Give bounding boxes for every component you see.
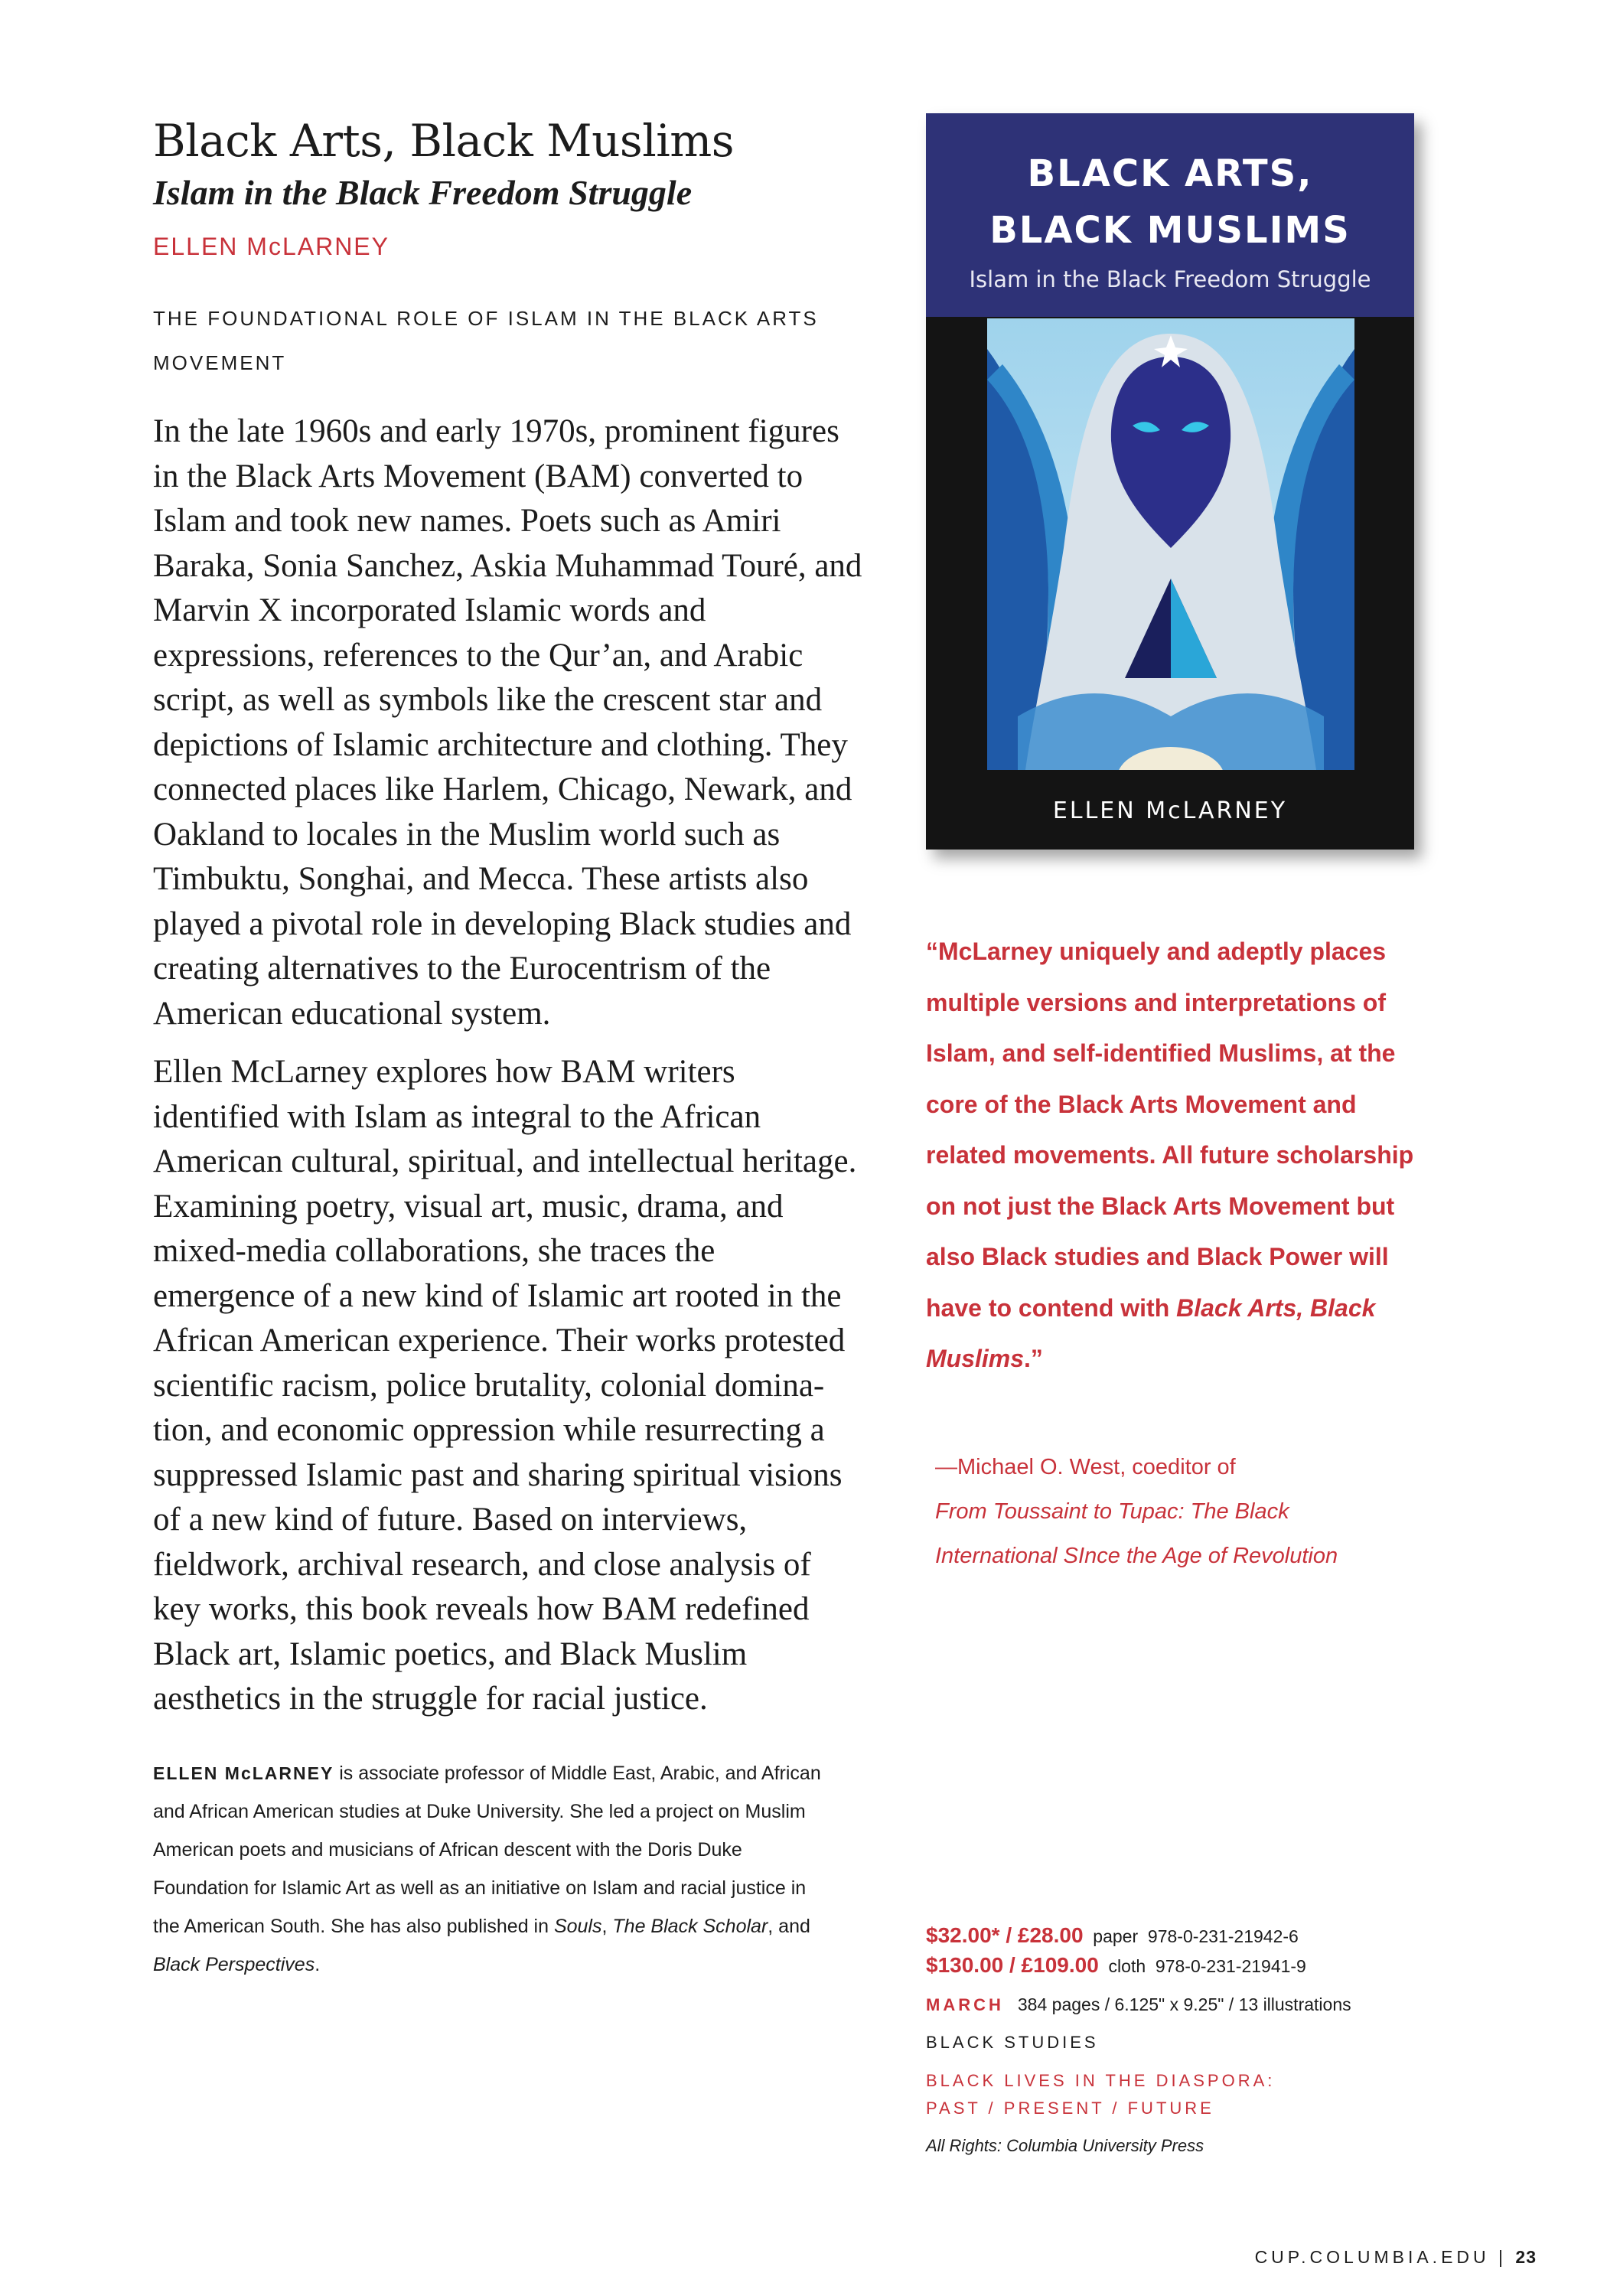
bio-name: ELLEN McLARNEY — [153, 1763, 334, 1783]
cover-title-line: BLACK MUSLIMS — [989, 209, 1351, 252]
cloth-price: $130.00 / £109.00 — [926, 1953, 1099, 1977]
description-paragraph: Ellen McLarney explores how BAM writers identified with Islam as integral to the African American cultural, spiritual, and intellectual heritage. Examining poetry, visual art, music, drama, and mixed-media collaborations, she traces the emergence of a new kind of Islamic art rooted in the African American experience. Their works protested scientific racism, police brutality, colonial domina-tion, and economic oppression while resurrecting a suppressed Islamic past and sharing spiritual visions of a new kind of future. Based on interviews, fieldwork, archival research, and close analysis of key works, this book reveals how BAM redefined Black art, Islamic poetics, and Black Muslim aesthetics in the struggle for racial justice. — [153, 1054, 857, 1717]
quote-book-title: Black Arts, Black Muslims — [926, 1293, 1376, 1372]
bio-publication: Black Perspectives — [153, 1953, 315, 1975]
cloth-isbn: 978-0-231-21941-9 — [1155, 1956, 1306, 1976]
subject-category: BLACK STUDIES — [926, 2033, 1099, 2052]
footer-separator: | — [1498, 2247, 1508, 2267]
paper-isbn: 978-0-231-21942-6 — [1147, 1926, 1299, 1946]
description-paragraph: In the late 1960s and early 1970s, prominent figures in the Black Arts Movement (BAM) converted to Islam and took new names. Poets such as Amiri Baraka, Sonia Sanchez, Askia Muhammad Touré, and Marvin X incorporated Islamic words and expressions, references to the Qur’an, and Arabic script, as well as symbols like the crescent star and depictions of Islamic architecture and clothing. They connected places like Harlem, Chicago, Newark, and Oakland to locales in the Muslim world such as Timbuktu, Songhai, and Mecca. These artists also played a pivotal role in developing Black studies and creating alternatives to the Eurocentrism of the American educational system. — [153, 413, 862, 1032]
rights-note: All Rights: Columbia University Press — [926, 2136, 1204, 2155]
book-author: ELLEN McLARNEY — [153, 233, 390, 260]
attribution-work: International SInce the Age of Revolution — [935, 1544, 1338, 1568]
series-name — [926, 2067, 1462, 2122]
bio-publication: The Black Scholar — [612, 1915, 768, 1937]
cover-title-line: BLACK ARTS, — [1027, 152, 1313, 195]
paper-label: paper — [1093, 1926, 1139, 1946]
book-specs: 384 pages / 6.125" x 9.25" / 13 illustrations — [1017, 1994, 1351, 2014]
cloth-edition — [926, 1951, 1462, 1981]
cover-subtitle: Islam in the Black Freedom Struggle — [969, 266, 1371, 292]
pricing-block — [926, 1921, 1462, 2156]
paper-edition — [926, 1921, 1462, 1951]
quote-end: .” — [1024, 1345, 1043, 1372]
page-footer — [1255, 2247, 1537, 2268]
publication-month: MARCH — [926, 1995, 1004, 2014]
series-line: BLACK LIVES IN THE DIASPORA: — [926, 2071, 1276, 2090]
bio-end: . — [315, 1953, 321, 1975]
bio-text: is associate professor of Middle East, Arabic, and African and African American studies at Duke University. She led a project on Muslim American poets and musicians of African descent with the Doris Duke Foundation for Islamic Art as well as an initiative on Islam and racial justice in the American South. She has also published in — [153, 1762, 821, 1937]
book-title: Black Arts, Black Muslims — [153, 115, 735, 167]
book-kicker: THE FOUNDATIONAL ROLE OF ISLAM IN THE BLACK ARTS MOVEMENT — [153, 307, 819, 374]
publication-specs — [926, 1990, 1462, 2020]
series-line: PAST / PRESENT / FUTURE — [926, 2099, 1214, 2118]
book-cover — [926, 113, 1414, 850]
bio-publication: Souls — [553, 1915, 602, 1937]
attribution-name: —Michael O. West, coeditor of — [935, 1455, 1236, 1479]
book-description — [153, 409, 865, 1722]
author-bio — [153, 1754, 826, 1984]
bio-separator: , — [601, 1915, 613, 1937]
attribution-work: From Toussaint to Tupac: The Black — [935, 1499, 1289, 1524]
footer-site: CUP.COLUMBIA.EDU — [1254, 2247, 1490, 2267]
cover-title — [926, 145, 1414, 259]
cover-author: ELLEN McLARNEY — [1052, 797, 1288, 824]
quote-text: “McLarney uniquely and adeptly places multiple versions and interpretations of Islam, and self-identified Muslims, at the core of the Black Arts Movement and related movements. All future scholarship on not just the Black Arts Movement but also Black studies and Black Power will have to contend with — [926, 938, 1414, 1322]
quote-attribution — [935, 1445, 1425, 1578]
review-quote — [926, 926, 1416, 1384]
cloth-label: cloth — [1108, 1956, 1146, 1976]
paper-price: $32.00* / £28.00 — [926, 1923, 1084, 1947]
page-number: 23 — [1515, 2247, 1537, 2267]
main-column — [153, 115, 865, 1984]
book-subtitle: Islam in the Black Freedom Struggle — [153, 173, 693, 212]
bio-separator: , and — [768, 1915, 810, 1937]
cover-artwork-image — [987, 318, 1354, 770]
